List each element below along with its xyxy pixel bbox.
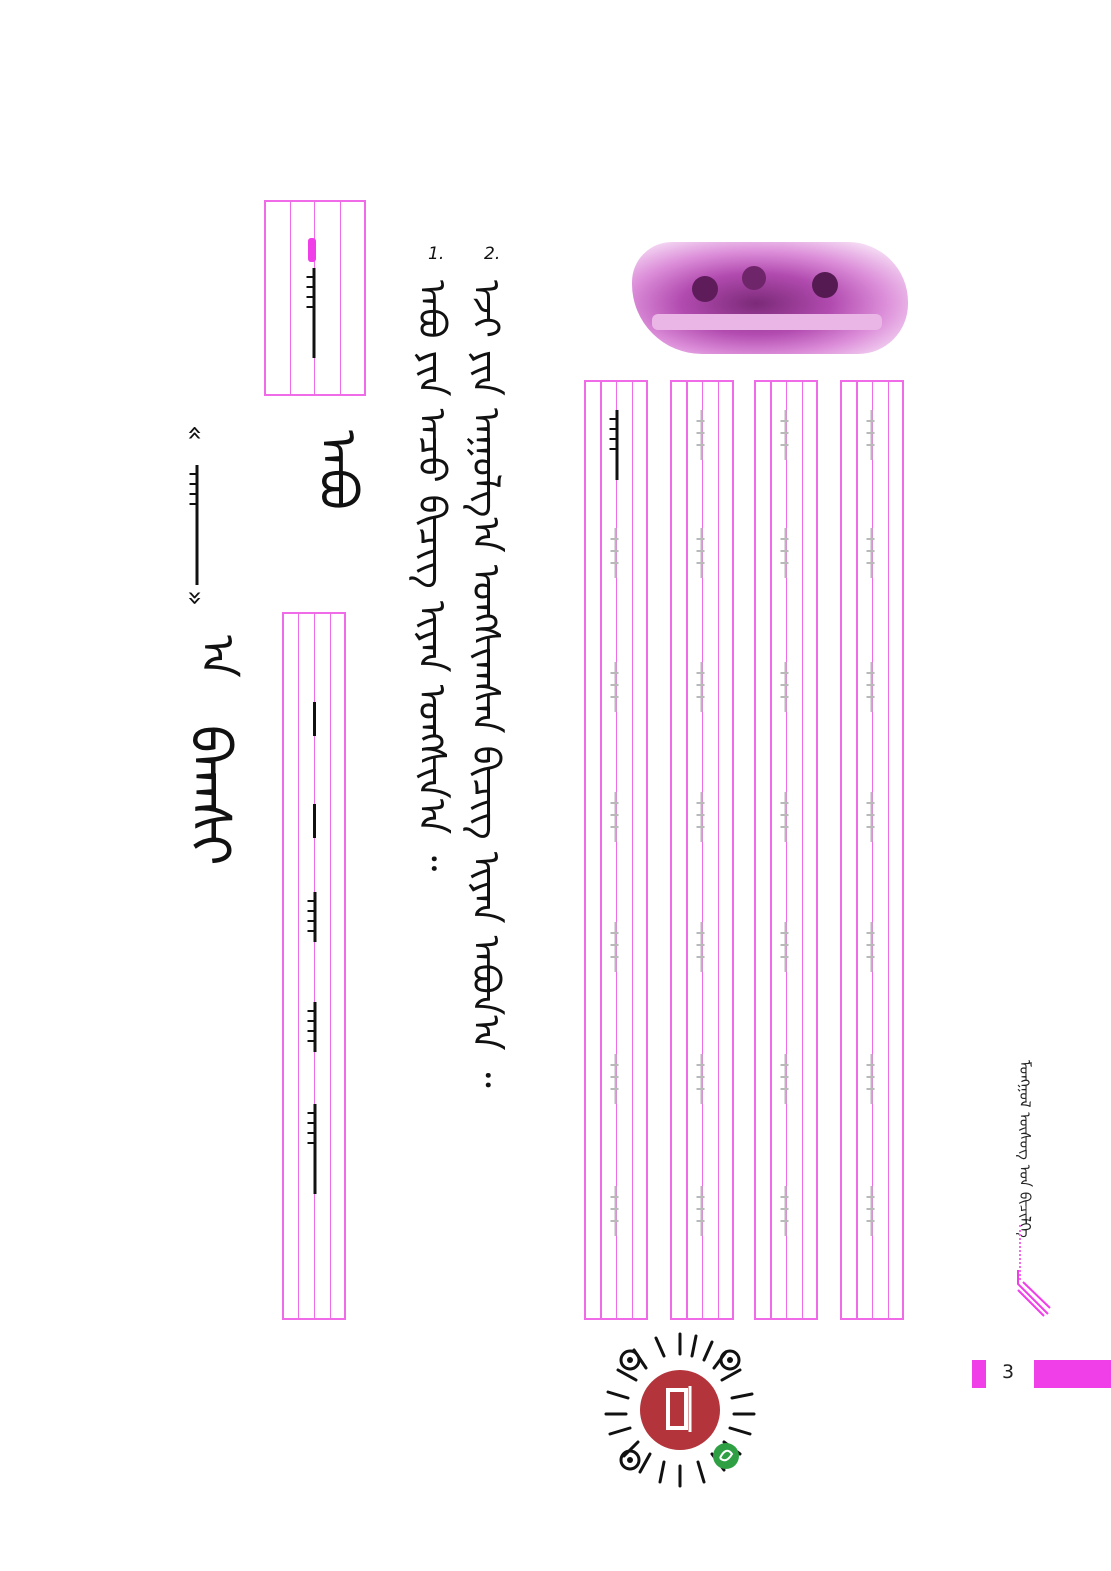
trace-letter (701, 528, 704, 578)
trace-letter (785, 1186, 788, 1236)
trace-letter (615, 792, 618, 842)
trace-letter (615, 922, 618, 972)
trace-letter (871, 1054, 874, 1104)
trace-letter (871, 792, 874, 842)
title-open-quote: « (180, 425, 210, 441)
trace-letter (871, 410, 874, 460)
title-close-quote: » (180, 590, 210, 606)
page-number-tab-left (972, 1360, 986, 1388)
photo-person-3 (812, 272, 838, 298)
forms-box (282, 612, 346, 1320)
page-number: 3 (1002, 1361, 1015, 1383)
trace-letter (785, 1054, 788, 1104)
trace-letter (785, 662, 788, 712)
trace-letter (615, 662, 618, 712)
trace-letter (785, 922, 788, 972)
trace-letter (615, 1186, 618, 1236)
forms-text (286, 618, 290, 620)
letter-form-mark (304, 268, 324, 358)
trace-letter (871, 922, 874, 972)
practice-column-3 (754, 380, 818, 1320)
trace-letter (701, 1054, 704, 1104)
title-word-2: ᠪᠠᠭᠰᠢ (177, 725, 242, 866)
qr-code-svg (600, 1330, 760, 1490)
title-column (150, 425, 245, 945)
letter-accent-mark (308, 238, 316, 262)
practice-column-2 (670, 380, 734, 1320)
practice-column-4 (840, 380, 904, 1320)
header-letter (270, 208, 274, 210)
qr-code-icon[interactable] (600, 1330, 760, 1490)
trace-letter (785, 528, 788, 578)
trace-letter (871, 1186, 874, 1236)
photo-person-2 (742, 266, 766, 290)
side-caption: ᠮᠣᠩᠭᠣᠯ ᠦᠰᠦᠭ ᠤᠨ ᠪᠢᠴᠢᠯᠭᠡ (1016, 1060, 1034, 1238)
title-letters (166, 465, 170, 468)
trace-letter (615, 528, 618, 578)
exercise-number-2: 2. (484, 244, 501, 264)
title-word-1: ᠠ (191, 635, 245, 678)
trace-letter (701, 410, 704, 460)
trace-letter (871, 528, 874, 578)
practice-column-1 (584, 380, 648, 1320)
trace-letter (701, 1186, 704, 1236)
page-number-tab-right (1034, 1360, 1111, 1388)
caption-corner-lines (1014, 1270, 1054, 1320)
form-medial (306, 892, 324, 942)
trace-letter (701, 922, 704, 972)
trace-letter (785, 792, 788, 842)
exercise-sentence-2: ᠡᠵᠢ ᠶᠢᠨ ᠠᠭᠤᠯᠭ᠎ᠠ ᠤᠩᠰᠢᠭᠰᠠᠨ ᠪᠢᠴᠢᠭ ᠢᠶᠡᠨ ᠠᠪᠤᠨ᠎ᠠ ᠃ (464, 280, 508, 1088)
letter-box (264, 200, 366, 396)
exercise-number-1: 1. (428, 244, 445, 264)
trace-letter (701, 792, 704, 842)
trace-letter (701, 662, 704, 712)
word-sample: ᠠᠪᠤ (307, 430, 367, 510)
form-final (306, 1002, 324, 1052)
title-letters-mark (180, 465, 214, 585)
photo-table (652, 314, 882, 330)
practice-model-letter (608, 410, 626, 480)
form-initial (313, 804, 316, 838)
classroom-photo (632, 242, 908, 354)
form-double (306, 1104, 324, 1194)
trace-letter (871, 662, 874, 712)
trace-letter (785, 410, 788, 460)
exercise-sentence-1: ᠠᠪᠤ ᠶᠢᠨ ᠠᠴᠤ ᠪᠢᠴᠢᠭ ᠢᠶᠡᠨ ᠤᠩᠰᠢᠨ᠎ᠠ ᠃ (410, 280, 454, 872)
photo-person-1 (692, 276, 718, 302)
trace-letter (615, 1054, 618, 1104)
form-isolated (313, 702, 316, 736)
